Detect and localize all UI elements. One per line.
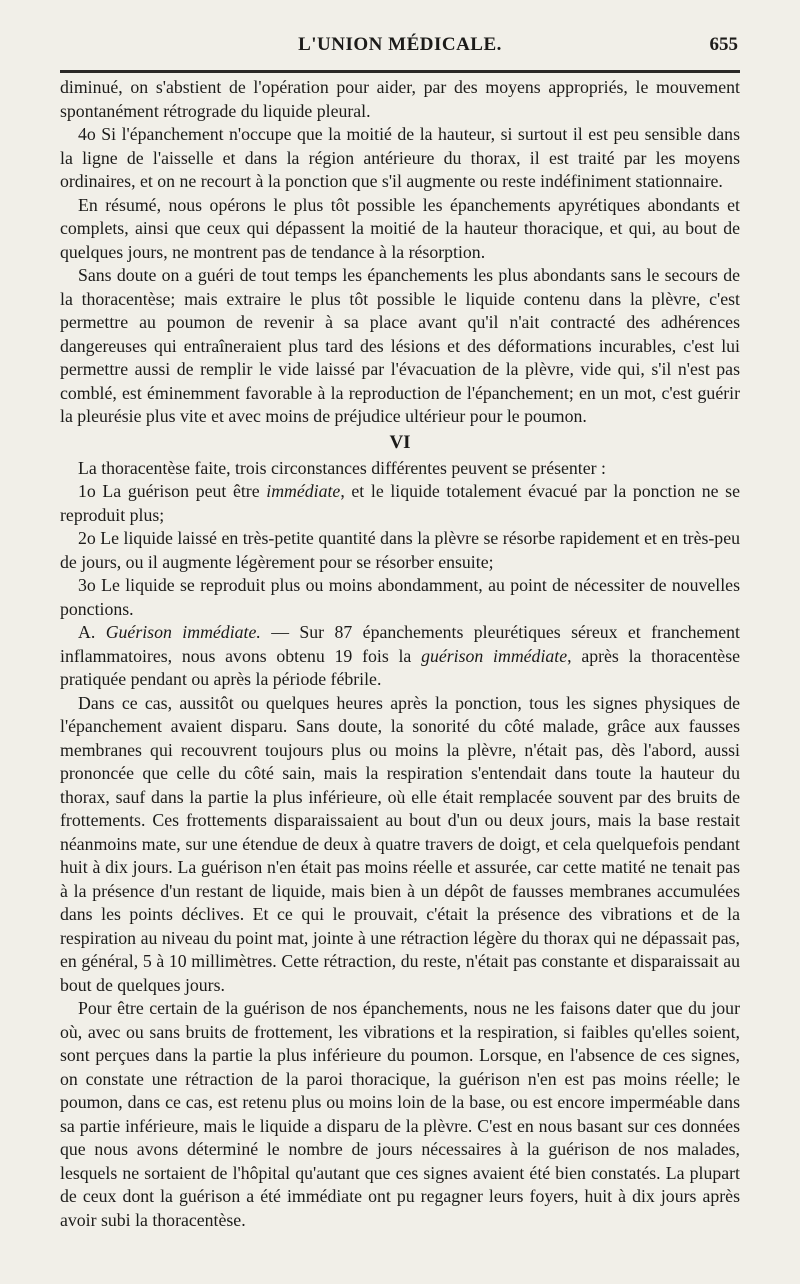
paragraph: La thoracentèse faite, trois circonstances différentes peuvent se présenter : bbox=[78, 457, 606, 478]
header-rule bbox=[60, 70, 740, 73]
paragraph: diminué, on s'abstient de l'opération pour aider, par des moyens appropriés, le mouvement spontanément rétrograde du liquide pleural. bbox=[60, 77, 740, 121]
para-title: Guérison immédiate. bbox=[105, 622, 261, 642]
paragraph: Pour être certain de la guérison de nos épanchements, nous ne les faisons dater que du jour où, avec ou sans bruits de frottement, les vibrations et la respiration, si faibles qu'elles soient, sont perçues dans la partie la plus inférieure du poumon. Lorsque, en l'absence de ces signes, on constate une rétraction de la paroi thoracique, la guérison n'en est pas moins réelle; le poumon, dans ce cas, est retenu plus ou moins loin de la base, ou est encore imperméable dans sa partie inférieure, mais le liquide a disparu de la plèvre. C'est en nous basant sur ces données que nous avons déterminé le nombre de jours nécessaires à la guérison de nos malades, lesquels ne sortaient de l'hôpital qu'autant que ces signes avaient été bien constatés. La plupart de ceux dont la guérison a été immédiate ont pu regagner leurs foyers, huit à dix jours après avoir subi la thoracentèse. bbox=[60, 998, 740, 1230]
para-text: — Sur 87 épanchements pleurétiques séreux et franchement inflammatoires, nous avons obtenu 19 fois la bbox=[60, 622, 740, 666]
paragraph: Dans ce cas, aussitôt ou quelques heures après la ponction, tous les signes physiques de l'épanchement avaient disparu. Sans doute, la sonorité du côté malade, grâce aux fausses membranes qui recouvrent toujours plus ou moins la plèvre, n'était pas, dès l'abord, aussi prononcée que celle du côté sain, mais la respiration s'entendait dans toute la hauteur du thorax, sauf dans la partie la plus inférieure, où elle était remplacée souvent par des bruits de frottements. Ces frottements disparaissaient au bout d'un ou deux jours, mais la base restait néanmoins mate, sur une étendue de deux à quatre travers de doigt, et cela quelquefois pendant huit à dix jours. La guérison n'en était pas moins réelle et assurée, car cette matité ne tenait pas à la présence d'un restant de liquide, mais bien à un dépôt de fausses membranes accumulées dans les points déclives. Et ce qui le prouvait, c'était la présence des vibrations et de la respiration au niveau du point mat, jointe à une rétraction légère du thorax qui ne dépassait pas, en général, 5 à 10 millimètres. Cette rétraction, du reste, n'était pas constante et disparaissait au bout de quelques jours. bbox=[60, 692, 740, 995]
paragraph: En résumé, nous opérons le plus tôt possible les épanchements apyrétiques abondants et complets, ainsi que ceux qui dépassent la moitié de la hauteur thoracique, et qui, au bout de quelques jours, ne montrent pas de tendance à la résorption. bbox=[60, 194, 740, 262]
paragraph: 4o Si l'épanchement n'occupe que la moitié de la hauteur, si surtout il est peu sensible dans la ligne de l'aisselle et dans la région antérieure du thorax, il est traité par les moyens ordinaires, et on ne recourt à la ponction que s'il augmente ou reste indéfiniment stationnaire. bbox=[60, 124, 740, 191]
paragraph: 2o Le liquide laissé en très-petite quantité dans la plèvre se résorbe rapidement et en très-peu de jours, ou il augmente légèrement pour se résorber ensuite; bbox=[60, 528, 740, 572]
paragraph: 1o La guérison peut être immédiate, et le liquide totalement évacué par la ponction ne se reproduit plus; bbox=[60, 481, 740, 525]
page-header bbox=[60, 30, 740, 66]
section-heading: VI bbox=[389, 431, 411, 453]
running-title: L'UNION MÉDICALE. bbox=[298, 34, 502, 55]
body-text bbox=[60, 76, 740, 1232]
page-number: 655 bbox=[709, 34, 738, 55]
paragraph-a bbox=[60, 621, 740, 692]
italic-word: immédiate bbox=[266, 481, 341, 501]
italic-phrase: guérison immédiate bbox=[421, 645, 568, 666]
para-text: , après la thoracentèse pratiquée pendant ou après la période fébrile. bbox=[60, 645, 741, 689]
para-label: A. bbox=[78, 622, 96, 642]
paragraph: Sans doute on a guéri de tout temps les épanchements les plus abondants sans le secours de la thoracentèse; mais extraire le plus tôt possible le liquide contenu dans la plèvre, c'est permettre au poumon de revenir à sa place avant qu'il n'ait contracté des adhérences dangereuses qui entraîneraient plus tard des lésions et des déformations incurables, c'est lui permettre aussi de remplir le vide laissé par l'évacuation de la plèvre, vide qui, s'il n'est pas comblé, est éminemment favorable à la reproduction de l'épanchement; en un mot, c'est guérir la pleurésie plus vite et avec moins de préjudice ultérieur pour le poumon. bbox=[60, 265, 740, 426]
paragraph: 3o Le liquide se reproduit plus ou moins abondamment, au point de nécessiter de nouvelles ponctions. bbox=[60, 575, 740, 619]
